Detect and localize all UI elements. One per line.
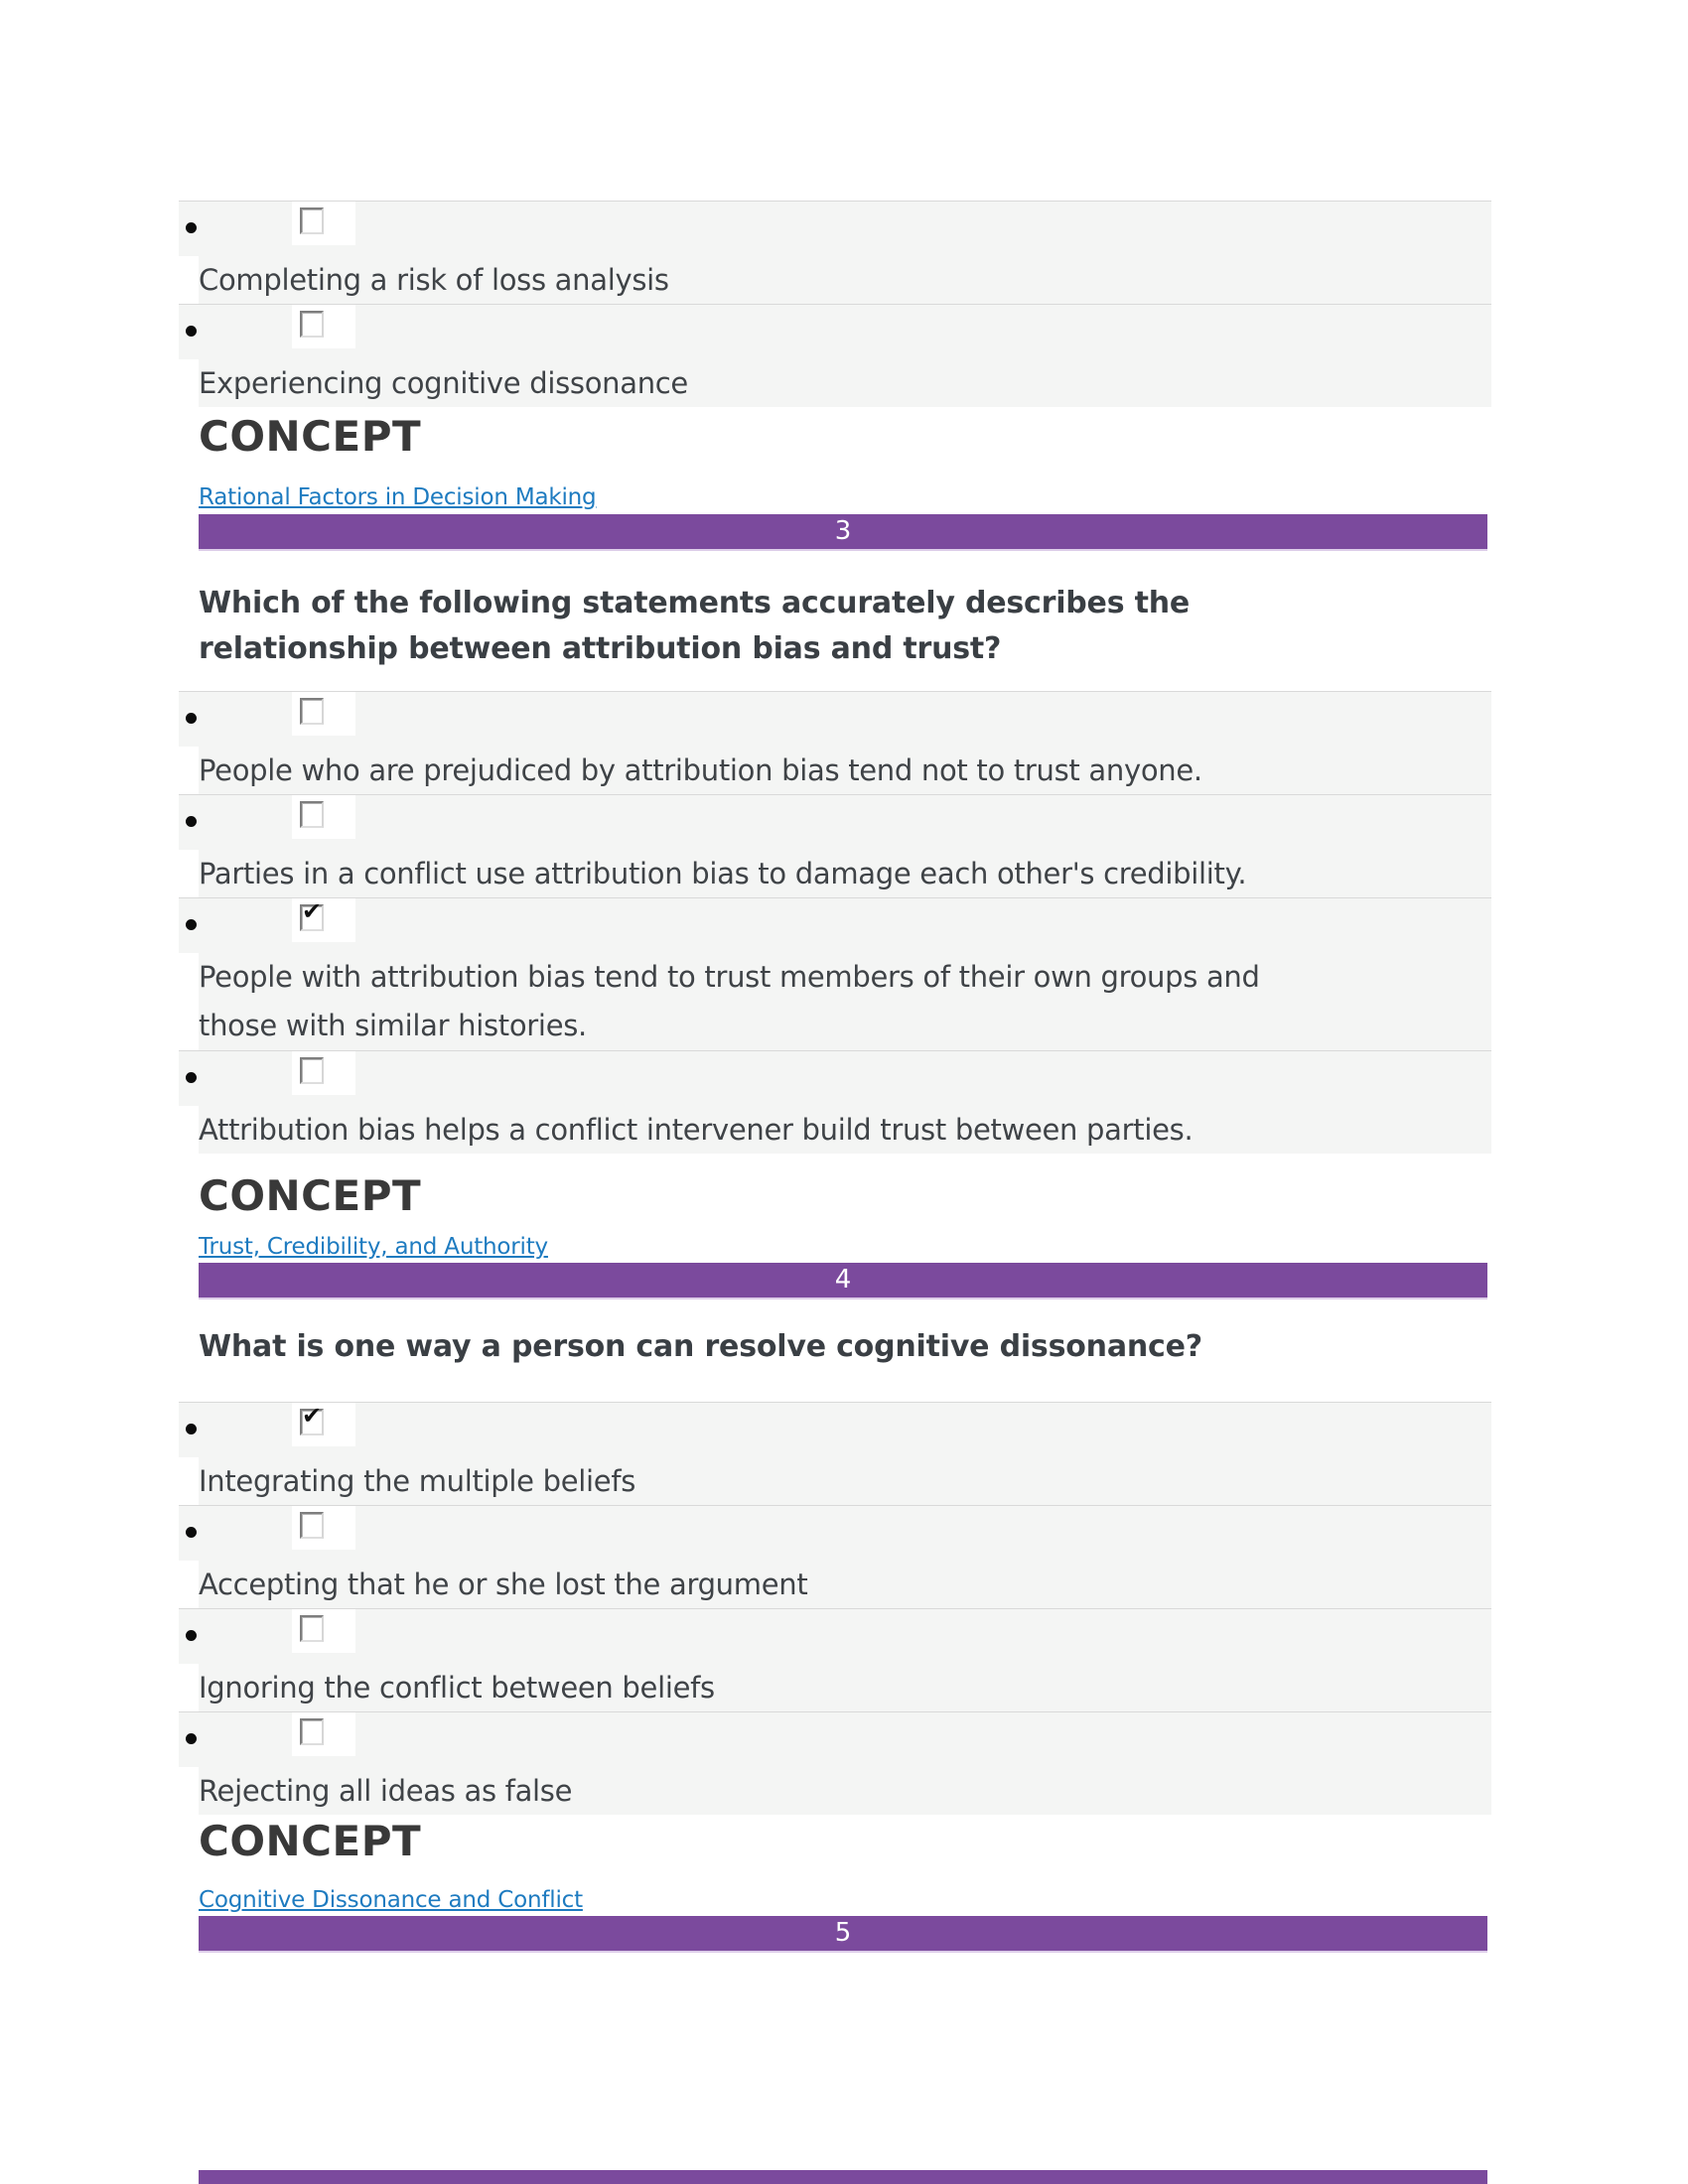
option-label-text: Integrating the multiple beliefs — [199, 1464, 636, 1498]
option-row-top — [179, 1050, 1491, 1106]
concept-link[interactable]: Trust, Credibility, and Authority — [199, 1234, 548, 1260]
option-label — [199, 850, 1491, 897]
option-label — [199, 1457, 1491, 1505]
option-label-text: Rejecting all ideas as false — [199, 1774, 573, 1808]
option-label-text: Accepting that he or she lost the argument — [199, 1568, 808, 1601]
option-label-text: those with similar histories. — [199, 1009, 587, 1042]
question-line: What is one way a person can resolve cognitive dissonance? — [199, 1329, 1202, 1364]
answer-option[interactable] — [179, 691, 1491, 794]
option-row-top — [179, 1505, 1491, 1561]
option-row-top — [179, 794, 1491, 850]
option-checkbox[interactable] — [300, 1718, 324, 1745]
option-label — [199, 1664, 1491, 1711]
option-checkbox[interactable] — [300, 207, 324, 234]
bullet-icon — [186, 919, 197, 930]
checkbox-patch — [292, 1712, 355, 1756]
question-text — [199, 581, 1450, 672]
option-row-top — [179, 897, 1491, 953]
option-checkbox[interactable] — [300, 1615, 324, 1642]
option-checkbox[interactable] — [300, 1402, 324, 1435]
option-label-text: Parties in a conflict use attribution bias to damage each other's credibility. — [199, 857, 1247, 890]
checkmark-icon: ✔ — [302, 1402, 323, 1430]
option-label — [199, 359, 1491, 407]
question-number: 5 — [834, 1918, 852, 1948]
option-row-top — [179, 201, 1491, 256]
option-checkbox[interactable] — [300, 311, 324, 338]
checkbox-patch — [292, 305, 355, 348]
question-number: 3 — [834, 516, 852, 546]
concept-link[interactable]: Cognitive Dissonance and Conflict — [199, 1887, 583, 1913]
checkbox-patch — [292, 692, 355, 736]
bullet-icon — [186, 1527, 197, 1538]
concept-heading: CONCEPT — [199, 1817, 422, 1865]
bullet-icon — [186, 222, 197, 233]
question-number: 4 — [834, 1265, 852, 1295]
option-label-text: Ignoring the conflict between beliefs — [199, 1671, 715, 1705]
answer-option[interactable] — [179, 1402, 1491, 1505]
option-label-text: People with attribution bias tend to trust members of their own groups and — [199, 960, 1260, 994]
option-row-top — [179, 1711, 1491, 1767]
bullet-icon — [186, 713, 197, 724]
option-label-text: Completing a risk of loss analysis — [199, 263, 669, 297]
bullet-icon — [186, 326, 197, 337]
option-label — [199, 1561, 1491, 1608]
answer-option[interactable] — [179, 1608, 1491, 1711]
bullet-icon — [186, 816, 197, 827]
option-row-top — [179, 304, 1491, 359]
option-label-text: People who are prejudiced by attribution bias tend not to trust anyone. — [199, 753, 1202, 787]
option-row-top — [179, 1608, 1491, 1664]
option-checkbox[interactable] — [300, 801, 324, 828]
answer-option[interactable] — [179, 304, 1491, 407]
answer-option[interactable] — [179, 794, 1491, 897]
option-checkbox[interactable] — [300, 1512, 324, 1539]
bullet-icon — [186, 1733, 197, 1744]
checkbox-patch — [292, 898, 355, 942]
option-label-text: Experiencing cognitive dissonance — [199, 366, 688, 400]
question-number-bar — [199, 1916, 1487, 1953]
checkbox-patch — [292, 1506, 355, 1550]
bullet-icon — [186, 1072, 197, 1083]
bullet-icon — [186, 1424, 197, 1434]
checkbox-patch — [292, 1051, 355, 1095]
answer-option[interactable] — [179, 201, 1491, 304]
concept-heading: CONCEPT — [199, 412, 422, 461]
checkbox-patch — [292, 202, 355, 245]
answer-option[interactable] — [179, 1711, 1491, 1815]
question-line: relationship between attribution bias and trust? — [199, 631, 1002, 666]
option-label — [199, 1767, 1491, 1815]
answer-option[interactable] — [179, 1050, 1491, 1154]
option-checkbox[interactable] — [300, 698, 324, 725]
option-label — [199, 953, 1491, 1050]
next-page-bar-partial — [199, 2170, 1487, 2184]
checkmark-icon: ✔ — [302, 897, 323, 925]
answer-option[interactable] — [179, 1505, 1491, 1608]
question-text — [199, 1324, 1450, 1370]
question-number-bar — [199, 1263, 1487, 1299]
option-row-top — [179, 1402, 1491, 1457]
checkbox-patch — [292, 1403, 355, 1446]
question-line: Which of the following statements accurately describes the — [199, 586, 1191, 620]
concept-heading: CONCEPT — [199, 1171, 422, 1220]
option-checkbox[interactable] — [300, 897, 324, 931]
question-number-bar — [199, 514, 1487, 551]
option-label-text: Attribution bias helps a conflict intervener build trust between parties. — [199, 1113, 1194, 1147]
answer-option[interactable] — [179, 897, 1491, 1050]
checkbox-patch — [292, 795, 355, 839]
option-label — [199, 747, 1491, 794]
option-row-top — [179, 691, 1491, 747]
checkbox-patch — [292, 1609, 355, 1653]
concept-link[interactable]: Rational Factors in Decision Making — [199, 484, 597, 510]
bullet-icon — [186, 1630, 197, 1641]
option-checkbox[interactable] — [300, 1057, 324, 1084]
option-label — [199, 1106, 1491, 1154]
option-label — [199, 256, 1491, 304]
